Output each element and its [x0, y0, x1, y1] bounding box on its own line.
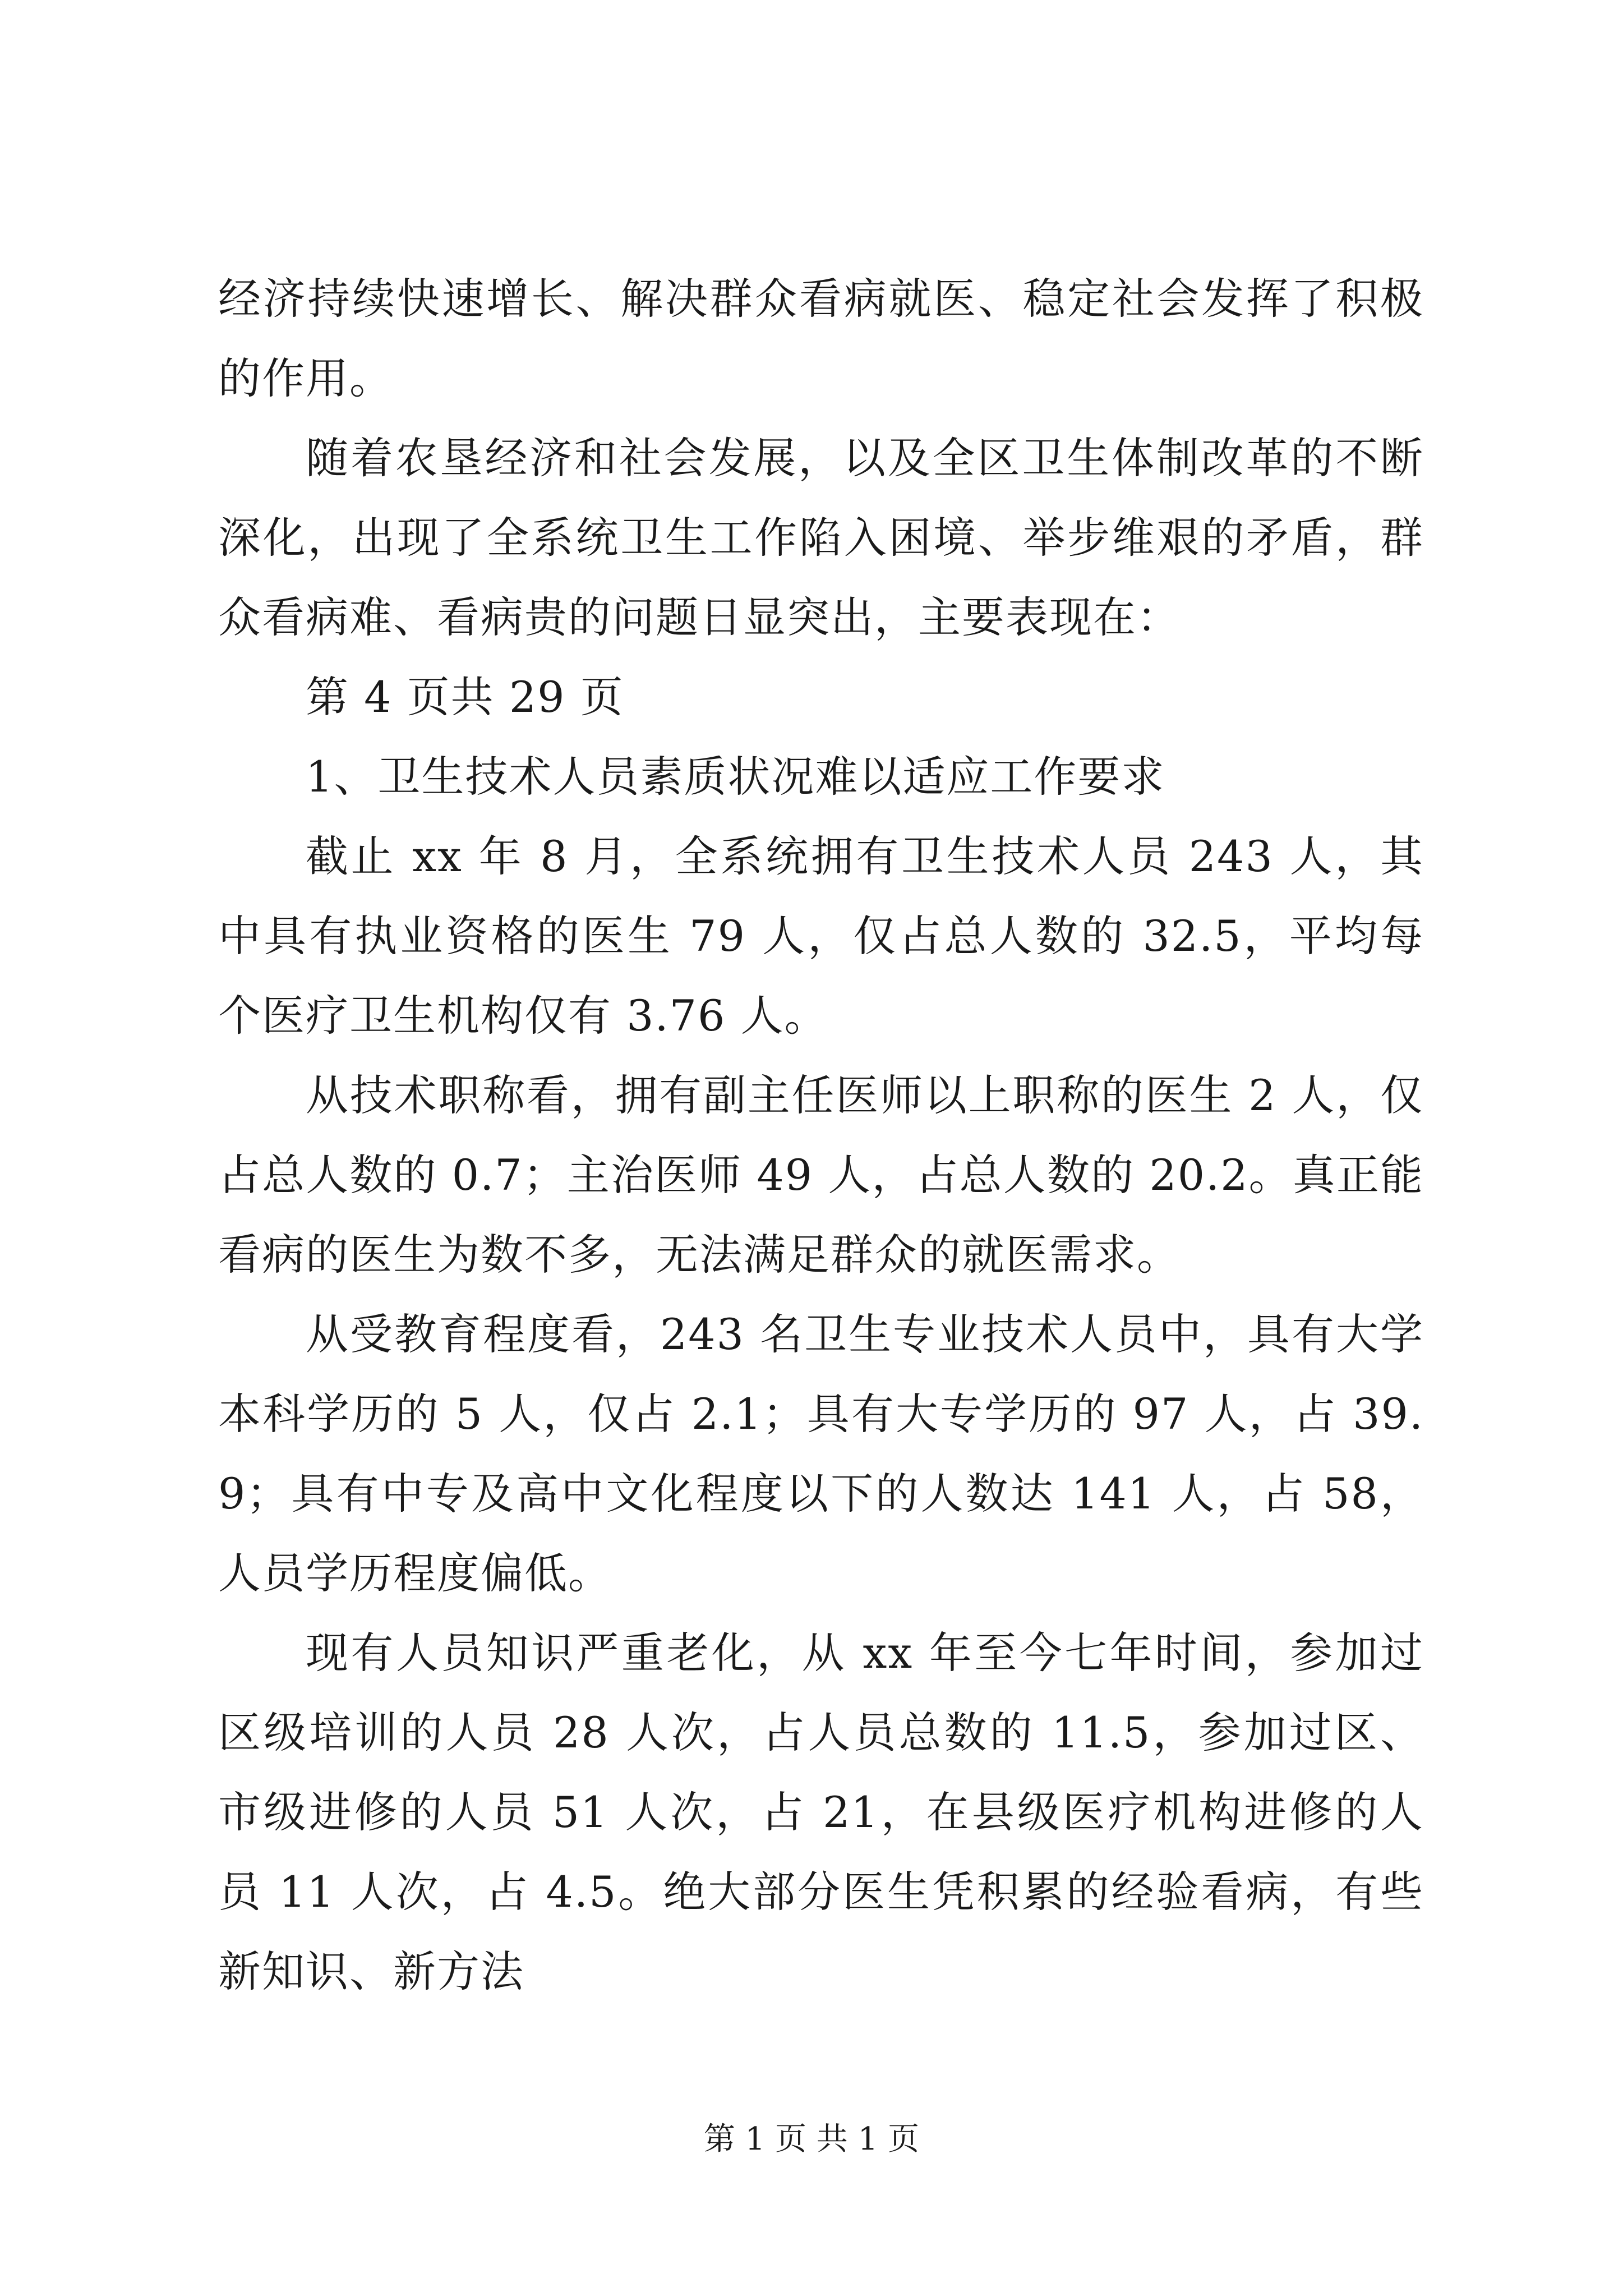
paragraph-1: 经济持续快速增长、解决群众看病就医、稳定社会发挥了积极的作用。 [218, 274, 1424, 403]
section-heading: 1、卫生技术人员素质状况难以适应工作要求 [306, 752, 1165, 802]
inline-page-marker: 第 4 页共 29 页 [306, 672, 624, 722]
paragraph-2: 随着农垦经济和社会发展，以及全区卫生体制改革的不断深化，出现了全系统卫生工作陷入困境、举步维艰的矛盾，群众看病难、看病贵的问题日显突出，主要表现在： [218, 433, 1424, 642]
page-footer: 第 1 页 共 1 页 [703, 2121, 920, 2157]
document-body [218, 259, 1424, 2012]
paragraph-6: 现有人员知识严重老化，从 xx 年至今七年时间，参加过区级培训的人员 28 人次，占人员总数的 11.5，参加过区、市级进修的人员 51 人次，占 21，在县级医疗机构进修的人员 11 人次，占 4.5。绝大部分医生凭积累的经验看病，有些新知识、新方法 [218, 1628, 1424, 1996]
paragraph-5: 从受教育程度看，243 名卫生专业技术人员中，具有大学本科学历的 5 人，仅占 2.1；具有大专学历的 97 人，占 39.9；具有中专及高中文化程度以下的人数达 141 人，占 58，人员学历程度偏低。 [218, 1309, 1424, 1598]
paragraph-3: 截止 xx 年 8 月，全系统拥有卫生技术人员 243 人，其中具有执业资格的医生 79 人，仅占总人数的 32.5，平均每个医疗卫生机构仅有 3.76 人。 [218, 831, 1424, 1041]
paragraph-4: 从技术职称看，拥有副主任医师以上职称的医生 2 人，仅占总人数的 0.7；主治医师 49 人，占总人数的 20.2。真正能看病的医生为数不多，无法满足群众的就医需求。 [218, 1070, 1424, 1280]
